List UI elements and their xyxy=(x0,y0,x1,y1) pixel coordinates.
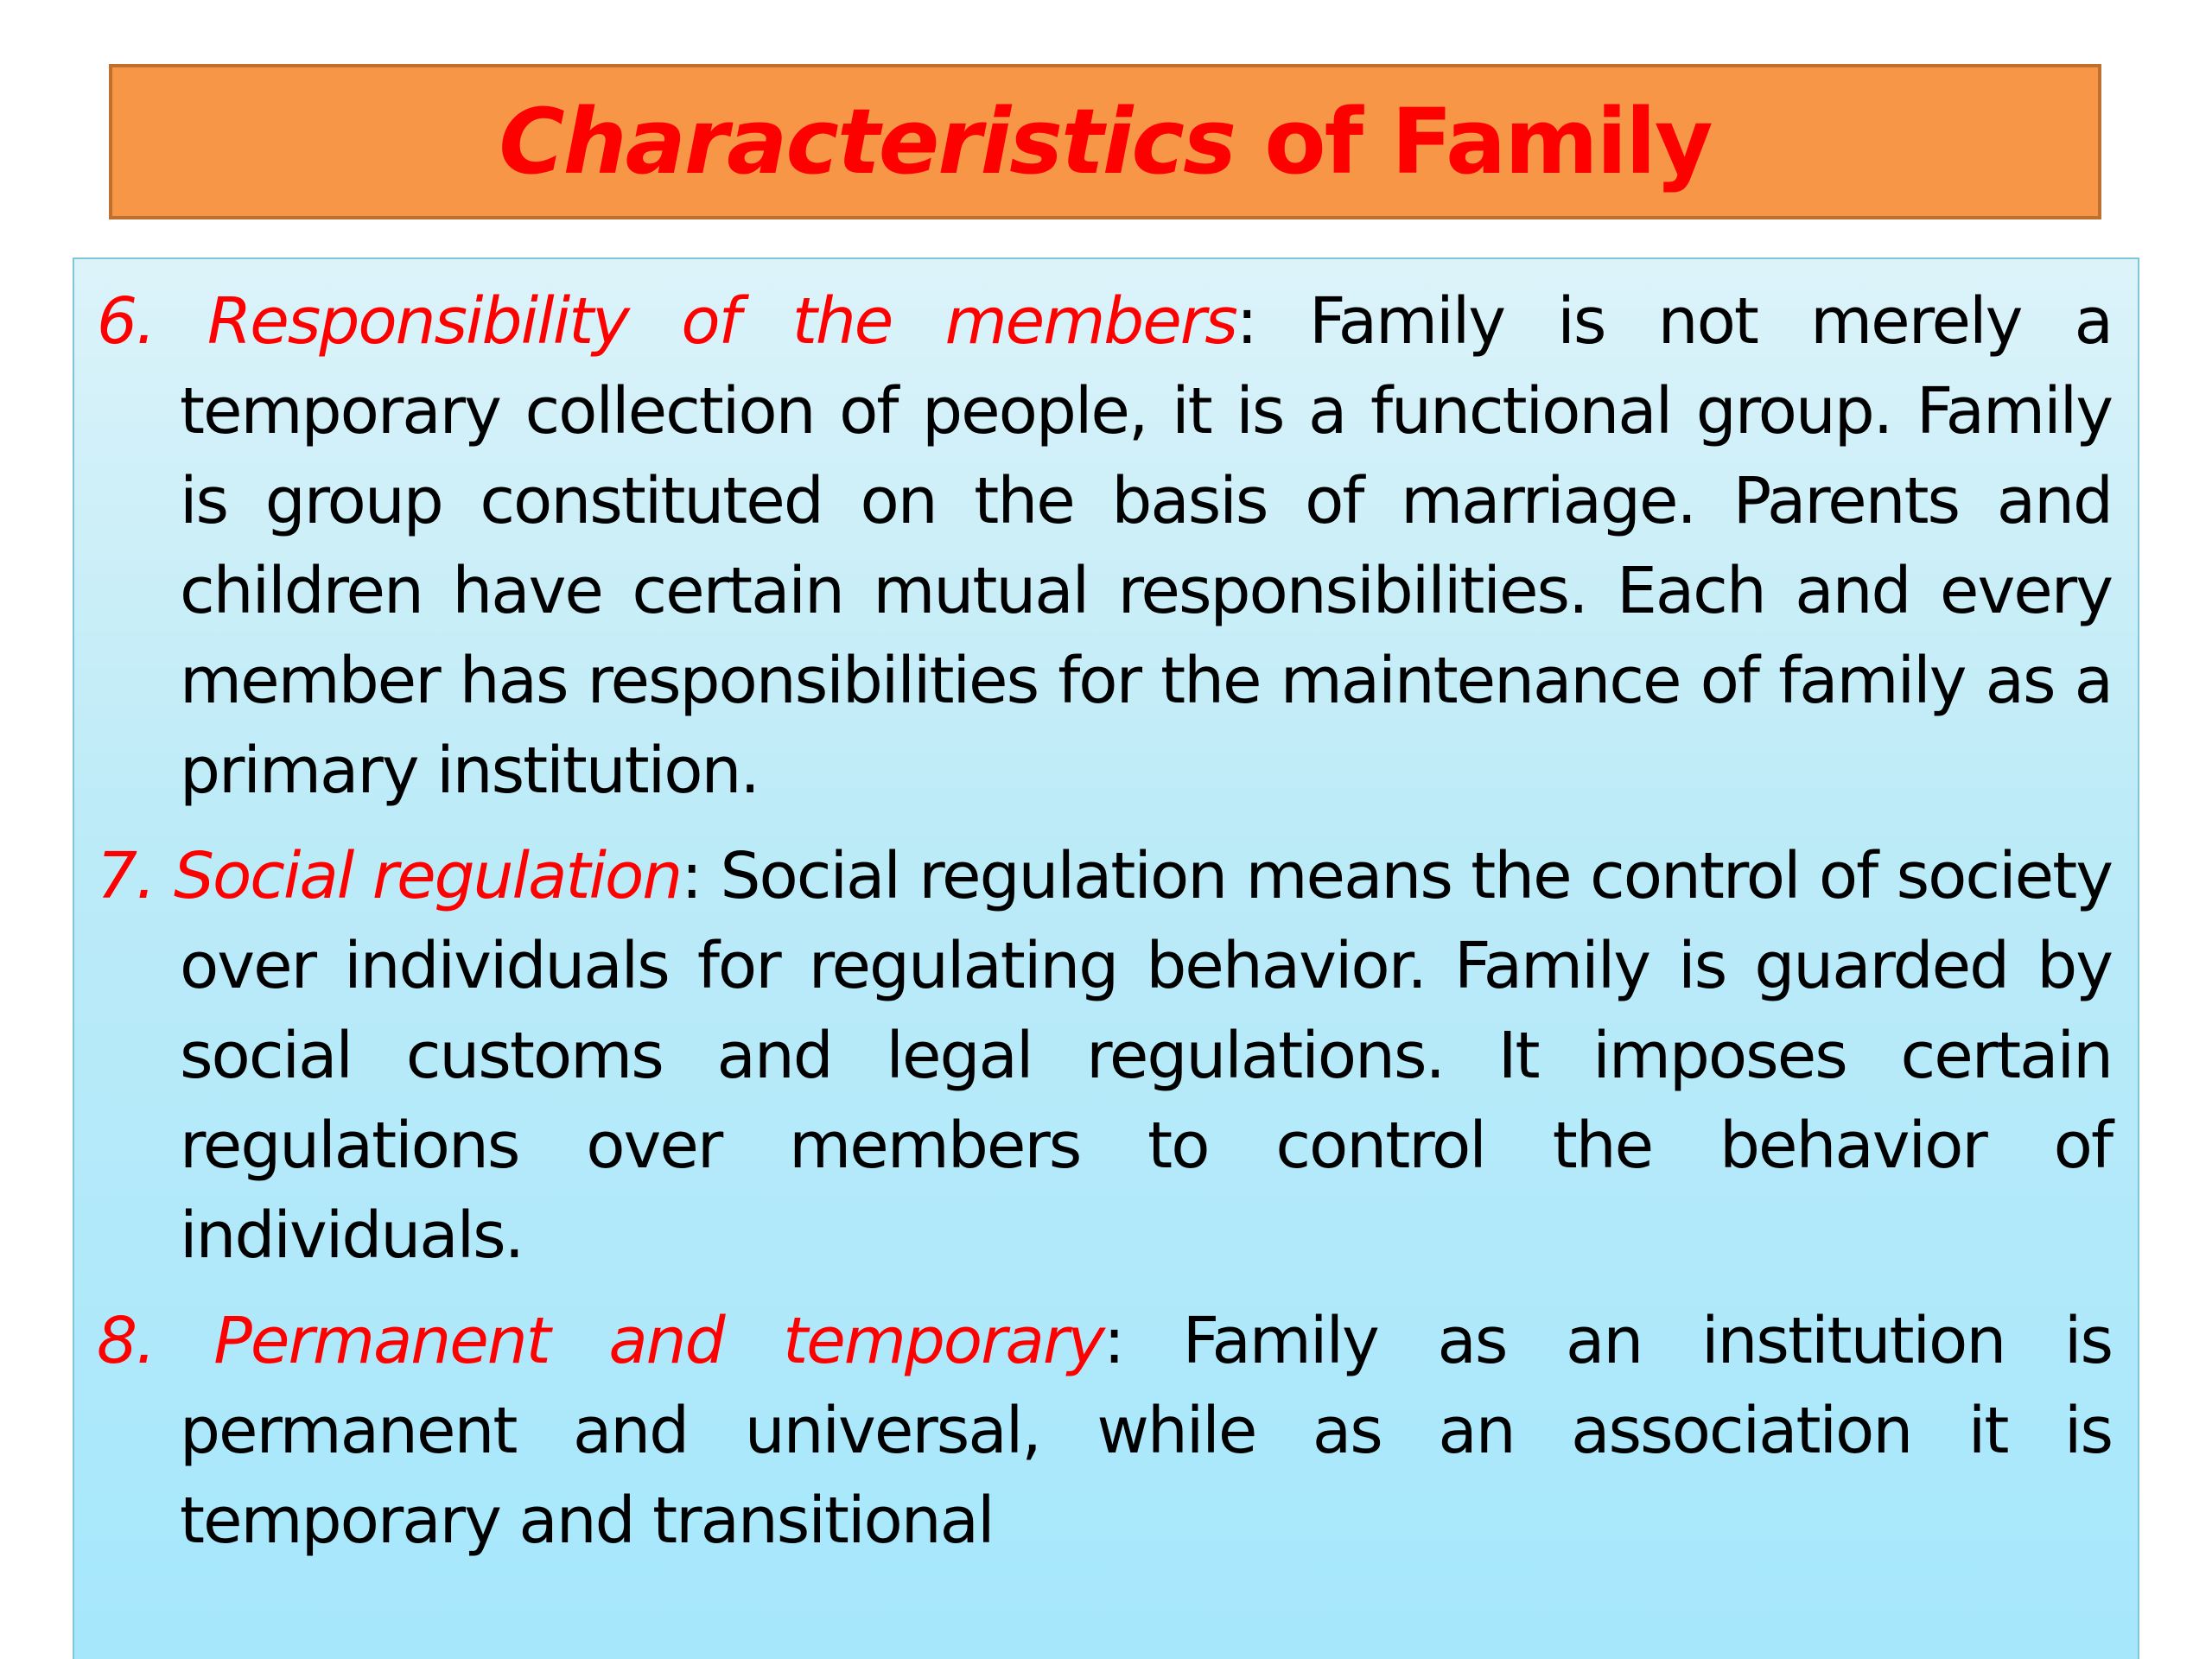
title-banner xyxy=(109,64,2101,219)
slide-title-italic: Characteristics xyxy=(499,89,1235,194)
list-item-8 xyxy=(97,1296,2112,1566)
slide-title-rest: of Family xyxy=(1234,89,1712,194)
item-number: 6. xyxy=(97,284,155,359)
item-heading: Responsibility of the members xyxy=(207,284,1236,359)
item-text: : Family as an institution is permanent and universal, while as an association it is temporary and transitional xyxy=(180,1304,2113,1558)
list-item-6 xyxy=(97,276,2112,816)
item-number: 8. xyxy=(97,1304,155,1378)
list-item-7 xyxy=(97,831,2112,1281)
slide-title xyxy=(499,89,1712,194)
item-text: : Social regulation means the control of society over individuals for regulating behavior. Family is guarded by social customs and legal regulations. It imposes certain regulations over members to control the behavior of individuals. xyxy=(180,839,2113,1273)
item-heading: Social regulation xyxy=(173,839,682,913)
item-number: 7. xyxy=(97,839,155,913)
item-heading: Permanent and temporary xyxy=(213,1304,1104,1378)
item-text: : Family is not merely a temporary collection of people, it is a functional group. Family is group constituted on the basis of marriage. Parents and children have certain mutual responsibilities. Each and every member has responsibilities for the maintenance of family as a primary institution. xyxy=(180,284,2112,808)
content-panel xyxy=(73,257,2139,1659)
